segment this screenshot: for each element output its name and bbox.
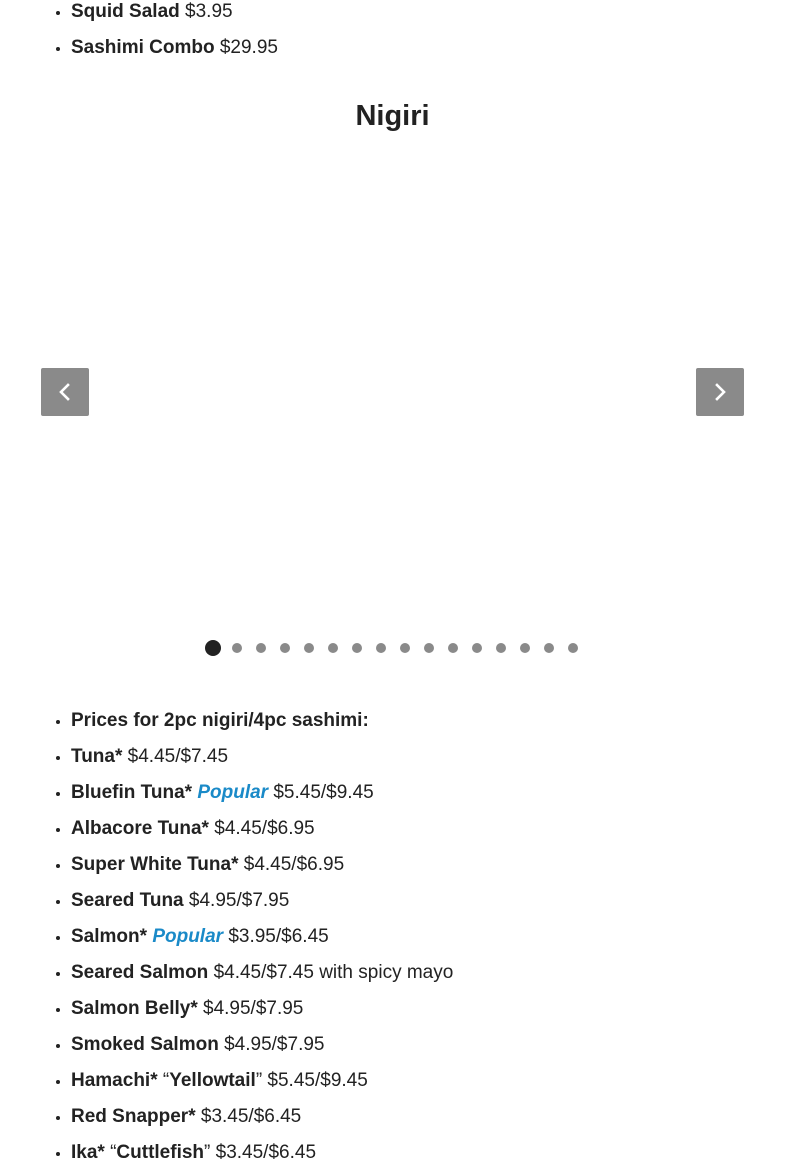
menu-item	[71, 775, 453, 811]
item-price: $4.95/$7.95	[224, 1034, 325, 1055]
menu-item	[71, 0, 278, 30]
item-name: Red Snapper*	[71, 1106, 196, 1127]
item-price: $5.45/$9.45	[273, 782, 374, 803]
menu-item	[71, 955, 453, 991]
carousel-dot-10[interactable]	[424, 643, 434, 653]
menu-item	[71, 811, 453, 847]
carousel-dot-13[interactable]	[496, 643, 506, 653]
menu-item	[71, 739, 453, 775]
image-carousel	[41, 170, 744, 610]
menu-item	[71, 30, 278, 66]
item-name: Salmon*	[71, 926, 148, 947]
carousel-dot-4[interactable]	[280, 643, 290, 653]
item-price: $4.45/$7.45 with spicy mayo	[213, 962, 454, 983]
menu-item	[71, 991, 453, 1027]
menu-item	[71, 919, 453, 955]
top-menu-list	[0, 0, 278, 66]
item-alt-name: Yellowtail	[169, 1070, 256, 1091]
item-name: Squid Salad	[71, 1, 180, 22]
carousel-prev-button[interactable]	[41, 368, 89, 416]
carousel-dot-16[interactable]	[568, 643, 578, 653]
carousel-next-button[interactable]	[696, 368, 744, 416]
item-price: $3.95	[185, 1, 233, 22]
item-name: Seared Tuna	[71, 890, 184, 911]
intro-text: Prices for 2pc nigiri/4pc sashimi:	[71, 710, 369, 731]
carousel-dots	[0, 643, 785, 656]
popular-badge: Popular	[197, 782, 269, 803]
carousel-dot-11[interactable]	[448, 643, 458, 653]
item-price: $3.95/$6.45	[228, 926, 329, 947]
item-price: $4.45/$6.95	[243, 854, 345, 875]
item-price: $29.95	[219, 37, 278, 58]
popular-badge: Popular	[152, 926, 224, 947]
carousel-dot-12[interactable]	[472, 643, 482, 653]
item-name: Super White Tuna*	[71, 854, 239, 875]
item-name: Seared Salmon	[71, 962, 209, 983]
carousel-dot-5[interactable]	[304, 643, 314, 653]
item-price: $4.45/$6.95	[214, 818, 315, 839]
item-name: Albacore Tuna*	[71, 818, 209, 839]
carousel-dot-6[interactable]	[328, 643, 338, 653]
item-price: $3.45/$6.45	[215, 1142, 317, 1163]
item-price: $4.95/$7.95	[188, 890, 290, 911]
menu-intro	[71, 703, 453, 739]
carousel-dot-2[interactable]	[232, 643, 242, 653]
carousel-dot-8[interactable]	[376, 643, 386, 653]
item-name: Sashimi Combo	[71, 37, 215, 58]
carousel-dot-1[interactable]	[205, 640, 221, 656]
menu-item: • Ika* “Cuttlefish” $3.45/$6.45	[71, 1135, 453, 1171]
nigiri-menu-list	[0, 703, 453, 1171]
item-name: Bluefin Tuna*	[71, 782, 193, 803]
chevron-left-icon	[55, 382, 75, 402]
item-name: Tuna*	[71, 746, 123, 767]
carousel-dot-3[interactable]	[256, 643, 266, 653]
menu-item	[71, 1027, 453, 1063]
item-name: Smoked Salmon	[71, 1034, 219, 1055]
item-price: $4.95/$7.95	[203, 998, 304, 1019]
item-name: Ika*	[71, 1142, 105, 1163]
item-alt-name: Cuttlefish	[116, 1142, 205, 1163]
menu-item: • Hamachi* “Yellowtail” $5.45/$9.45	[71, 1063, 453, 1099]
carousel-dot-9[interactable]	[400, 643, 410, 653]
item-name: Hamachi*	[71, 1070, 158, 1091]
item-name: Salmon Belly*	[71, 998, 198, 1019]
item-price: $4.45/$7.45	[127, 746, 229, 767]
chevron-right-icon	[710, 382, 730, 402]
carousel-dot-14[interactable]	[520, 643, 530, 653]
section-title: Nigiri	[355, 100, 430, 132]
item-price: $5.45/$9.45	[267, 1070, 368, 1091]
menu-item	[71, 883, 453, 919]
menu-item	[71, 1099, 453, 1135]
menu-item	[71, 847, 453, 883]
carousel-dot-15[interactable]	[544, 643, 554, 653]
carousel-dot-7[interactable]	[352, 643, 362, 653]
item-price: $3.45/$6.45	[200, 1106, 302, 1127]
